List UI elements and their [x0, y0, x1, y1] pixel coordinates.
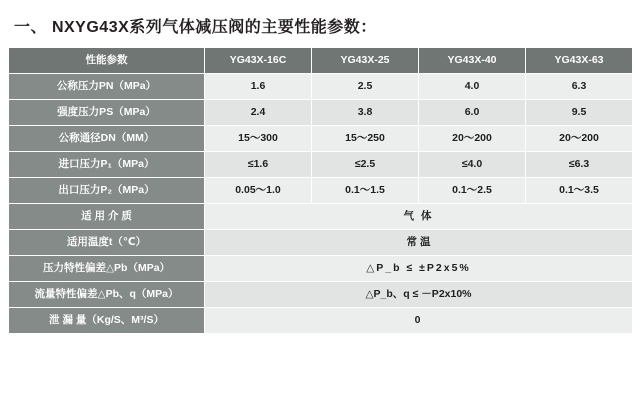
- row-value-span: △P_b、q ≤ －P2x10%: [205, 282, 633, 308]
- spec-table: [8, 47, 633, 334]
- row-value: 15～300: [205, 126, 312, 152]
- row-value: 3.8: [312, 100, 419, 126]
- table-row: [9, 308, 633, 334]
- row-value: 0.1～1.5: [312, 178, 419, 204]
- row-value: 1.6: [205, 74, 312, 100]
- table-row: [9, 126, 633, 152]
- row-label: 出口压力P₂（MPa）: [9, 178, 205, 204]
- table-row: [9, 100, 633, 126]
- table-row: [9, 178, 633, 204]
- header-cell-yg43x-16c: YG43X-16C: [205, 48, 312, 74]
- table-row: [9, 282, 633, 308]
- header-cell-yg43x-25: YG43X-25: [312, 48, 419, 74]
- row-value: ≤6.3: [526, 152, 633, 178]
- row-value: ≤4.0: [419, 152, 526, 178]
- header-cell-yg43x-40: YG43X-40: [419, 48, 526, 74]
- row-value: 0.1～3.5: [526, 178, 633, 204]
- row-label: 泄 漏 量（Kg/S、M³/S）: [9, 308, 205, 334]
- table-row: [9, 256, 633, 282]
- table-row: [9, 152, 633, 178]
- row-label: 适 用 介 质: [9, 204, 205, 230]
- row-value: 2.4: [205, 100, 312, 126]
- header-cell-param: 性能参数: [9, 48, 205, 74]
- spec-table-body: [9, 48, 633, 334]
- row-value-span: 常 温: [205, 230, 633, 256]
- header-cell-yg43x-63: YG43X-63: [526, 48, 633, 74]
- row-label: 强度压力PS（MPa）: [9, 100, 205, 126]
- row-value: ≤1.6: [205, 152, 312, 178]
- table-row: [9, 204, 633, 230]
- row-label: 公称压力PN（MPa）: [9, 74, 205, 100]
- row-value: 2.5: [312, 74, 419, 100]
- row-value: 4.0: [419, 74, 526, 100]
- row-label: 压力特性偏差△Pb（MPa）: [9, 256, 205, 282]
- row-value: 15～250: [312, 126, 419, 152]
- row-value: 0.1～2.5: [419, 178, 526, 204]
- row-label: 公称通径DN（MM）: [9, 126, 205, 152]
- page-title: 一、 NXYG43X系列气体减压阀的主要性能参数：: [14, 19, 377, 36]
- row-value: 9.5: [526, 100, 633, 126]
- row-value: 6.0: [419, 100, 526, 126]
- table-row: [9, 74, 633, 100]
- row-value: 20～200: [526, 126, 633, 152]
- row-value-span: 0: [205, 308, 633, 334]
- row-value-span: 气 体: [205, 204, 633, 230]
- row-label: 流量特性偏差△Pb、q（MPa）: [9, 282, 205, 308]
- table-header-row: [9, 48, 633, 74]
- row-label: 进口压力P₁（MPa）: [9, 152, 205, 178]
- table-row: [9, 230, 633, 256]
- row-value: ≤2.5: [312, 152, 419, 178]
- row-value: 0.05～1.0: [205, 178, 312, 204]
- row-value-span: △P_b ≤ ±P2x5%: [205, 256, 633, 282]
- row-value: 6.3: [526, 74, 633, 100]
- row-label: 适用温度t（℃）: [9, 230, 205, 256]
- row-value: 20～200: [419, 126, 526, 152]
